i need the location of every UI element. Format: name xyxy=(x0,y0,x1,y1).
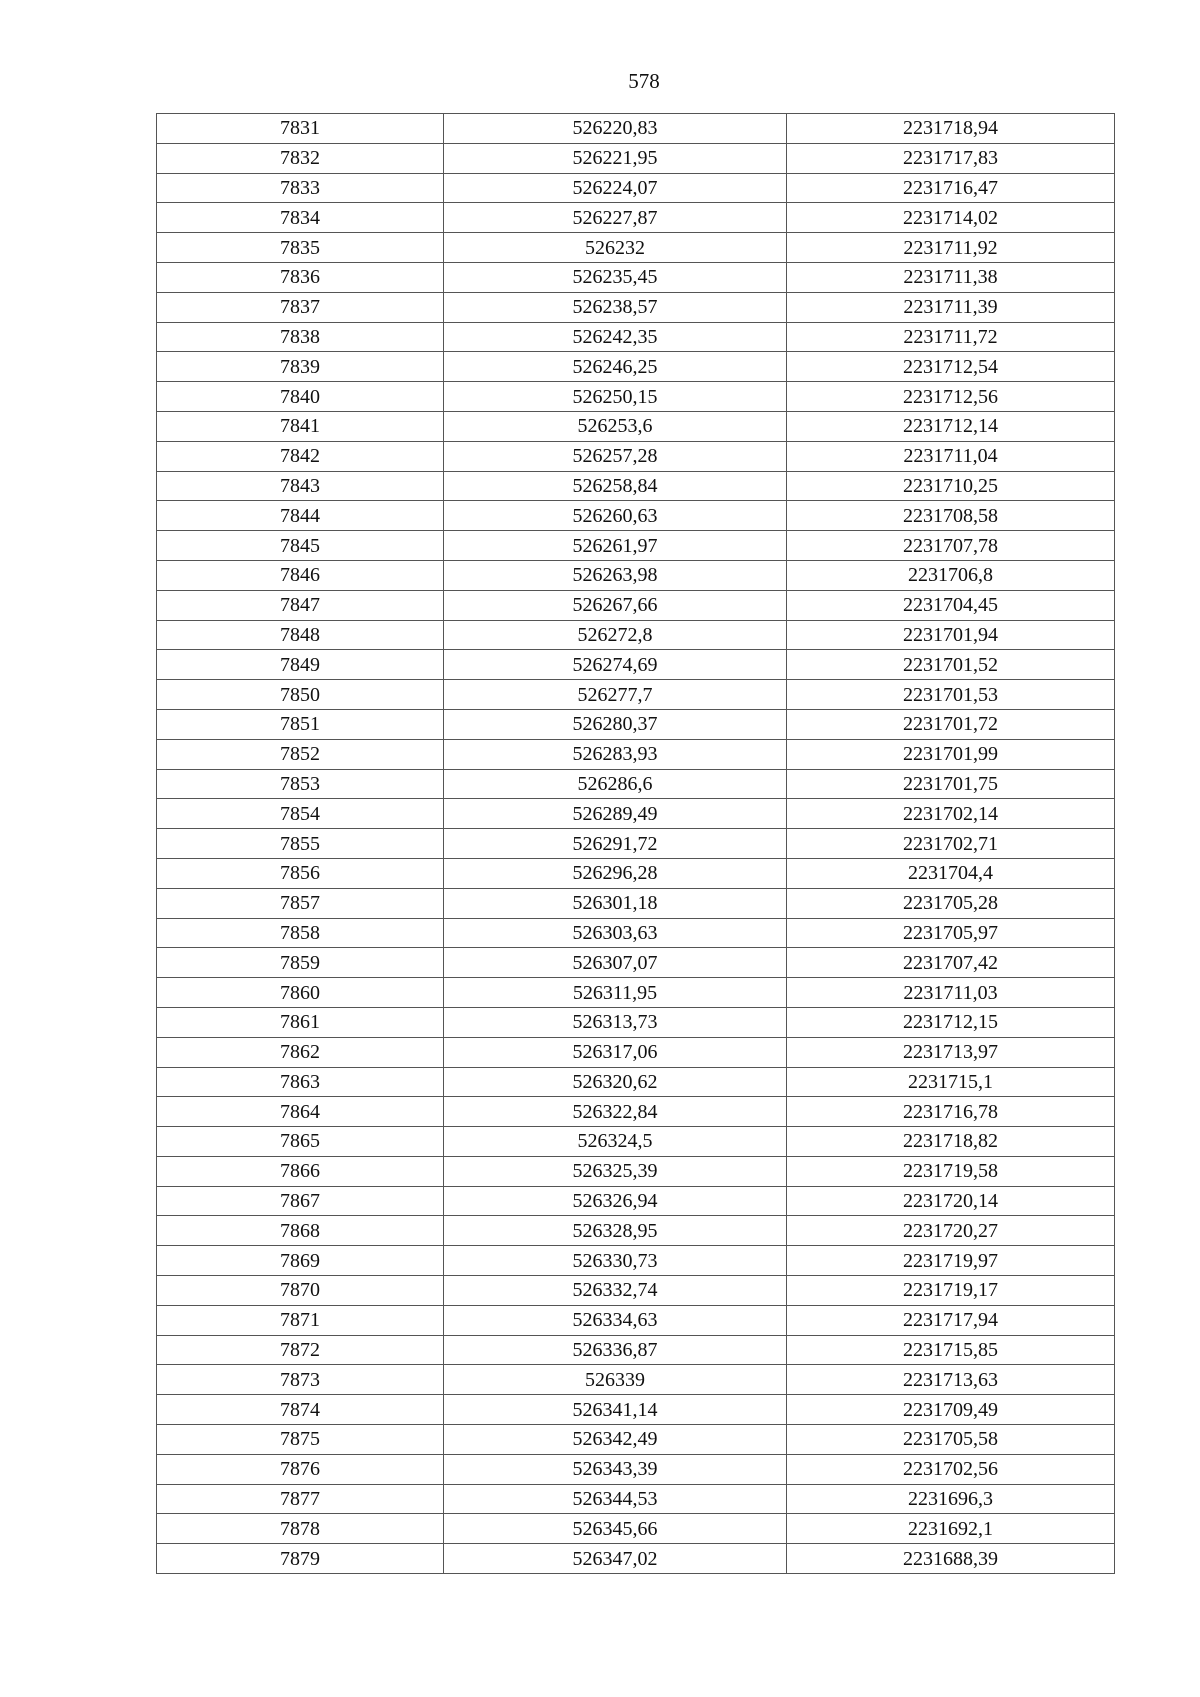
y-coordinate-cell: 2231711,38 xyxy=(787,262,1115,292)
table-row xyxy=(157,1156,1115,1186)
y-coordinate-cell: 2231701,75 xyxy=(787,769,1115,799)
y-coordinate-cell: 2231709,49 xyxy=(787,1395,1115,1425)
point-number-cell: 7834 xyxy=(157,203,444,233)
table-row xyxy=(157,799,1115,829)
table-row xyxy=(157,1335,1115,1365)
x-coordinate-cell: 526311,95 xyxy=(444,978,787,1008)
point-number-cell: 7865 xyxy=(157,1127,444,1157)
x-coordinate-cell: 526291,72 xyxy=(444,829,787,859)
point-number-cell: 7855 xyxy=(157,829,444,859)
y-coordinate-cell: 2231717,94 xyxy=(787,1305,1115,1335)
point-number-cell: 7856 xyxy=(157,858,444,888)
x-coordinate-cell: 526322,84 xyxy=(444,1097,787,1127)
y-coordinate-cell: 2231720,14 xyxy=(787,1186,1115,1216)
table-row xyxy=(157,918,1115,948)
x-coordinate-cell: 526341,14 xyxy=(444,1395,787,1425)
x-coordinate-cell: 526258,84 xyxy=(444,471,787,501)
table-row xyxy=(157,1037,1115,1067)
y-coordinate-cell: 2231701,53 xyxy=(787,680,1115,710)
y-coordinate-cell: 2231705,28 xyxy=(787,888,1115,918)
point-number-cell: 7870 xyxy=(157,1276,444,1306)
x-coordinate-cell: 526246,25 xyxy=(444,352,787,382)
x-coordinate-cell: 526342,49 xyxy=(444,1425,787,1455)
x-coordinate-cell: 526289,49 xyxy=(444,799,787,829)
y-coordinate-cell: 2231715,1 xyxy=(787,1067,1115,1097)
y-coordinate-cell: 2231692,1 xyxy=(787,1514,1115,1544)
y-coordinate-cell: 2231696,3 xyxy=(787,1484,1115,1514)
point-number-cell: 7838 xyxy=(157,322,444,352)
y-coordinate-cell: 2231704,4 xyxy=(787,858,1115,888)
x-coordinate-cell: 526263,98 xyxy=(444,560,787,590)
x-coordinate-cell: 526272,8 xyxy=(444,620,787,650)
x-coordinate-cell: 526286,6 xyxy=(444,769,787,799)
table-row xyxy=(157,1097,1115,1127)
x-coordinate-cell: 526253,6 xyxy=(444,411,787,441)
y-coordinate-cell: 2231711,39 xyxy=(787,292,1115,322)
y-coordinate-cell: 2231705,97 xyxy=(787,918,1115,948)
x-coordinate-cell: 526332,74 xyxy=(444,1276,787,1306)
table-row xyxy=(157,382,1115,412)
x-coordinate-cell: 526325,39 xyxy=(444,1156,787,1186)
point-number-cell: 7876 xyxy=(157,1454,444,1484)
y-coordinate-cell: 2231712,15 xyxy=(787,1007,1115,1037)
table-row xyxy=(157,441,1115,471)
y-coordinate-cell: 2231717,83 xyxy=(787,143,1115,173)
point-number-cell: 7871 xyxy=(157,1305,444,1335)
y-coordinate-cell: 2231718,82 xyxy=(787,1127,1115,1157)
y-coordinate-cell: 2231707,78 xyxy=(787,531,1115,561)
y-coordinate-cell: 2231710,25 xyxy=(787,471,1115,501)
point-number-cell: 7836 xyxy=(157,262,444,292)
table-row xyxy=(157,1395,1115,1425)
x-coordinate-cell: 526339 xyxy=(444,1365,787,1395)
coordinates-table xyxy=(156,113,1115,1574)
y-coordinate-cell: 2231716,47 xyxy=(787,173,1115,203)
x-coordinate-cell: 526267,66 xyxy=(444,590,787,620)
table-row xyxy=(157,173,1115,203)
table-row xyxy=(157,888,1115,918)
point-number-cell: 7863 xyxy=(157,1067,444,1097)
y-coordinate-cell: 2231713,63 xyxy=(787,1365,1115,1395)
x-coordinate-cell: 526227,87 xyxy=(444,203,787,233)
x-coordinate-cell: 526330,73 xyxy=(444,1246,787,1276)
x-coordinate-cell: 526347,02 xyxy=(444,1544,787,1574)
y-coordinate-cell: 2231701,99 xyxy=(787,739,1115,769)
x-coordinate-cell: 526232 xyxy=(444,233,787,263)
point-number-cell: 7857 xyxy=(157,888,444,918)
page-number: 578 xyxy=(628,69,660,93)
x-coordinate-cell: 526224,07 xyxy=(444,173,787,203)
y-coordinate-cell: 2231702,14 xyxy=(787,799,1115,829)
point-number-cell: 7844 xyxy=(157,501,444,531)
point-number-cell: 7845 xyxy=(157,531,444,561)
point-number-cell: 7852 xyxy=(157,739,444,769)
table-row xyxy=(157,322,1115,352)
table-row xyxy=(157,203,1115,233)
x-coordinate-cell: 526336,87 xyxy=(444,1335,787,1365)
y-coordinate-cell: 2231708,58 xyxy=(787,501,1115,531)
x-coordinate-cell: 526296,28 xyxy=(444,858,787,888)
x-coordinate-cell: 526313,73 xyxy=(444,1007,787,1037)
x-coordinate-cell: 526303,63 xyxy=(444,918,787,948)
table-row xyxy=(157,1007,1115,1037)
table-row xyxy=(157,233,1115,263)
point-number-cell: 7843 xyxy=(157,471,444,501)
point-number-cell: 7853 xyxy=(157,769,444,799)
table-row xyxy=(157,411,1115,441)
x-coordinate-cell: 526242,35 xyxy=(444,322,787,352)
table-row xyxy=(157,978,1115,1008)
point-number-cell: 7877 xyxy=(157,1484,444,1514)
table-row xyxy=(157,1216,1115,1246)
y-coordinate-cell: 2231702,71 xyxy=(787,829,1115,859)
table-row xyxy=(157,1454,1115,1484)
x-coordinate-cell: 526260,63 xyxy=(444,501,787,531)
y-coordinate-cell: 2231711,92 xyxy=(787,233,1115,263)
y-coordinate-cell: 2231712,54 xyxy=(787,352,1115,382)
table-row xyxy=(157,114,1115,144)
point-number-cell: 7832 xyxy=(157,143,444,173)
point-number-cell: 7851 xyxy=(157,709,444,739)
table-row xyxy=(157,292,1115,322)
point-number-cell: 7831 xyxy=(157,114,444,144)
point-number-cell: 7861 xyxy=(157,1007,444,1037)
table-row xyxy=(157,650,1115,680)
y-coordinate-cell: 2231713,97 xyxy=(787,1037,1115,1067)
point-number-cell: 7835 xyxy=(157,233,444,263)
point-number-cell: 7841 xyxy=(157,411,444,441)
y-coordinate-cell: 2231704,45 xyxy=(787,590,1115,620)
table-row xyxy=(157,1127,1115,1157)
table-row xyxy=(157,829,1115,859)
table-row xyxy=(157,471,1115,501)
table-row xyxy=(157,560,1115,590)
x-coordinate-cell: 526334,63 xyxy=(444,1305,787,1335)
point-number-cell: 7874 xyxy=(157,1395,444,1425)
point-number-cell: 7833 xyxy=(157,173,444,203)
x-coordinate-cell: 526283,93 xyxy=(444,739,787,769)
x-coordinate-cell: 526324,5 xyxy=(444,1127,787,1157)
x-coordinate-cell: 526250,15 xyxy=(444,382,787,412)
point-number-cell: 7847 xyxy=(157,590,444,620)
y-coordinate-cell: 2231715,85 xyxy=(787,1335,1115,1365)
y-coordinate-cell: 2231701,94 xyxy=(787,620,1115,650)
y-coordinate-cell: 2231712,56 xyxy=(787,382,1115,412)
point-number-cell: 7850 xyxy=(157,680,444,710)
x-coordinate-cell: 526277,7 xyxy=(444,680,787,710)
table-row xyxy=(157,501,1115,531)
table-row xyxy=(157,769,1115,799)
y-coordinate-cell: 2231716,78 xyxy=(787,1097,1115,1127)
y-coordinate-cell: 2231701,52 xyxy=(787,650,1115,680)
point-number-cell: 7862 xyxy=(157,1037,444,1067)
point-number-cell: 7860 xyxy=(157,978,444,1008)
table-body xyxy=(157,114,1115,1574)
point-number-cell: 7867 xyxy=(157,1186,444,1216)
point-number-cell: 7848 xyxy=(157,620,444,650)
x-coordinate-cell: 526317,06 xyxy=(444,1037,787,1067)
x-coordinate-cell: 526221,95 xyxy=(444,143,787,173)
x-coordinate-cell: 526220,83 xyxy=(444,114,787,144)
table-row xyxy=(157,1425,1115,1455)
y-coordinate-cell: 2231719,97 xyxy=(787,1246,1115,1276)
y-coordinate-cell: 2231719,58 xyxy=(787,1156,1115,1186)
point-number-cell: 7868 xyxy=(157,1216,444,1246)
x-coordinate-cell: 526328,95 xyxy=(444,1216,787,1246)
point-number-cell: 7869 xyxy=(157,1246,444,1276)
y-coordinate-cell: 2231711,72 xyxy=(787,322,1115,352)
y-coordinate-cell: 2231702,56 xyxy=(787,1454,1115,1484)
point-number-cell: 7846 xyxy=(157,560,444,590)
x-coordinate-cell: 526274,69 xyxy=(444,650,787,680)
table-row xyxy=(157,739,1115,769)
x-coordinate-cell: 526235,45 xyxy=(444,262,787,292)
table-row xyxy=(157,948,1115,978)
x-coordinate-cell: 526238,57 xyxy=(444,292,787,322)
x-coordinate-cell: 526343,39 xyxy=(444,1454,787,1484)
table-row xyxy=(157,620,1115,650)
point-number-cell: 7864 xyxy=(157,1097,444,1127)
table-row xyxy=(157,858,1115,888)
y-coordinate-cell: 2231705,58 xyxy=(787,1425,1115,1455)
point-number-cell: 7842 xyxy=(157,441,444,471)
x-coordinate-cell: 526257,28 xyxy=(444,441,787,471)
y-coordinate-cell: 2231706,8 xyxy=(787,560,1115,590)
y-coordinate-cell: 2231711,03 xyxy=(787,978,1115,1008)
y-coordinate-cell: 2231720,27 xyxy=(787,1216,1115,1246)
table-row xyxy=(157,531,1115,561)
x-coordinate-cell: 526301,18 xyxy=(444,888,787,918)
table-row xyxy=(157,1186,1115,1216)
table-row xyxy=(157,352,1115,382)
table-row xyxy=(157,1544,1115,1574)
table-row xyxy=(157,590,1115,620)
x-coordinate-cell: 526320,62 xyxy=(444,1067,787,1097)
table-row xyxy=(157,1067,1115,1097)
table-row xyxy=(157,680,1115,710)
x-coordinate-cell: 526344,53 xyxy=(444,1484,787,1514)
y-coordinate-cell: 2231711,04 xyxy=(787,441,1115,471)
point-number-cell: 7875 xyxy=(157,1425,444,1455)
point-number-cell: 7837 xyxy=(157,292,444,322)
x-coordinate-cell: 526326,94 xyxy=(444,1186,787,1216)
point-number-cell: 7858 xyxy=(157,918,444,948)
y-coordinate-cell: 2231718,94 xyxy=(787,114,1115,144)
x-coordinate-cell: 526345,66 xyxy=(444,1514,787,1544)
point-number-cell: 7879 xyxy=(157,1544,444,1574)
table-row xyxy=(157,1246,1115,1276)
y-coordinate-cell: 2231712,14 xyxy=(787,411,1115,441)
point-number-cell: 7866 xyxy=(157,1156,444,1186)
x-coordinate-cell: 526307,07 xyxy=(444,948,787,978)
y-coordinate-cell: 2231714,02 xyxy=(787,203,1115,233)
table-row xyxy=(157,1365,1115,1395)
table-row xyxy=(157,143,1115,173)
point-number-cell: 7839 xyxy=(157,352,444,382)
y-coordinate-cell: 2231688,39 xyxy=(787,1544,1115,1574)
point-number-cell: 7872 xyxy=(157,1335,444,1365)
point-number-cell: 7854 xyxy=(157,799,444,829)
table-row xyxy=(157,1305,1115,1335)
table-row xyxy=(157,1276,1115,1306)
table-row xyxy=(157,1484,1115,1514)
point-number-cell: 7873 xyxy=(157,1365,444,1395)
x-coordinate-cell: 526261,97 xyxy=(444,531,787,561)
y-coordinate-cell: 2231719,17 xyxy=(787,1276,1115,1306)
table-row xyxy=(157,709,1115,739)
point-number-cell: 7840 xyxy=(157,382,444,412)
x-coordinate-cell: 526280,37 xyxy=(444,709,787,739)
table-row xyxy=(157,1514,1115,1544)
y-coordinate-cell: 2231701,72 xyxy=(787,709,1115,739)
point-number-cell: 7859 xyxy=(157,948,444,978)
y-coordinate-cell: 2231707,42 xyxy=(787,948,1115,978)
table-row xyxy=(157,262,1115,292)
point-number-cell: 7878 xyxy=(157,1514,444,1544)
point-number-cell: 7849 xyxy=(157,650,444,680)
